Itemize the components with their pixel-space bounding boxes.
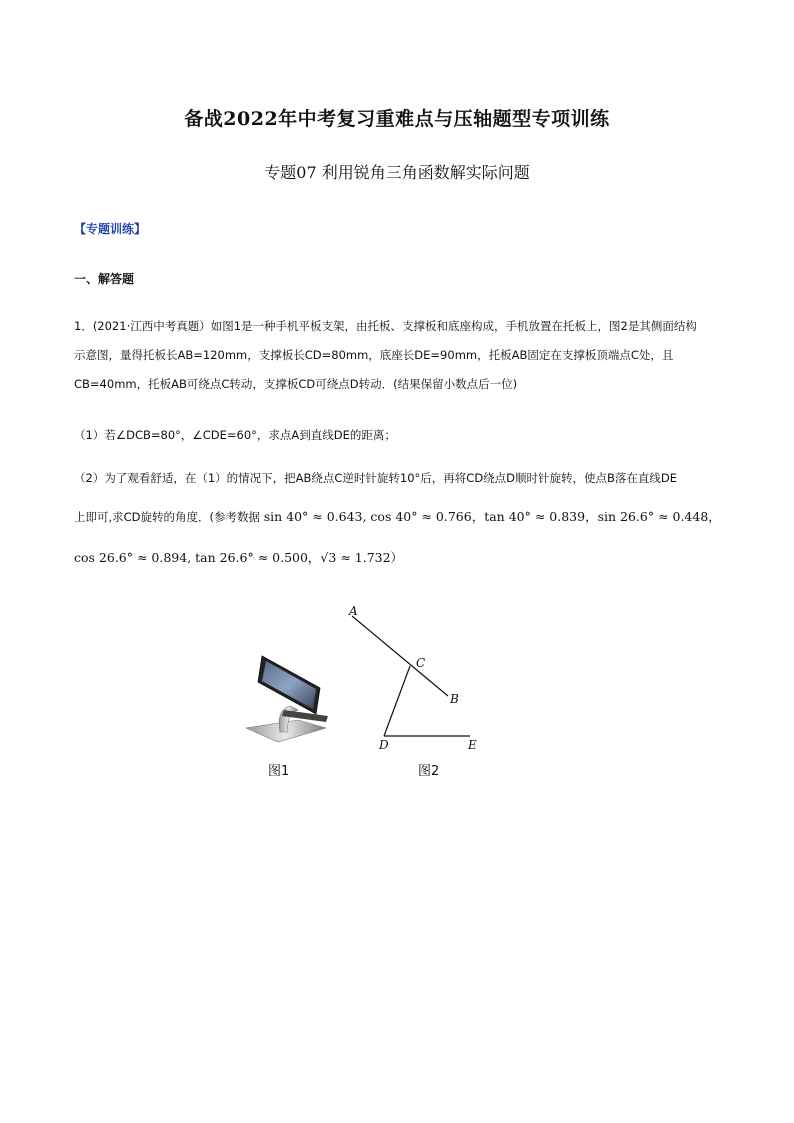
point-e-label: E <box>468 738 477 752</box>
part-heading: 一、解答题 <box>74 272 135 286</box>
question-line-3: CB=40mm，托板AB可绕点C转动，支撑板CD可绕点D转动．(结果保留小数点后一位) <box>74 377 518 391</box>
question-line-1: 1．(2021·江西中考真题）如图1是一种手机平板支架，由托板、支撑板和底座构成，手机放置在托板上，图2是其侧面结构 <box>74 319 697 333</box>
reference-data-math-1: sin 40° ≈ 0.643, cos 40° ≈ 0.766，tan 40° ≈ 0.839，sin 26.6° ≈ 0.448， <box>263 509 721 524</box>
question-part-1: （1）若∠DCB=80°，∠CDE=60°，求点A到直线DE的距离； <box>74 428 396 442</box>
geometry-diagram <box>340 600 500 760</box>
figure-1-caption: 图1 <box>268 764 290 779</box>
question-part-2-line-1: （2）为了观看舒适，在（1）的情况下，把AB绕点C逆时针旋转10°后，再将CD绕点D顺时针旋转，使点B落在直线DE <box>74 471 678 485</box>
section-tag: 【专题训练】 <box>74 222 147 236</box>
point-b-label: B <box>450 692 459 706</box>
document-title: 备战2022年中考复习重难点与压轴题型专项训练 <box>184 108 610 130</box>
figure-area <box>240 600 500 780</box>
part-2-text: 上即可,求CD旋转的角度．(参考数据 <box>74 510 261 524</box>
segment-cd <box>384 666 410 736</box>
document-subtitle: 专题07 利用锐角三角函数解实际问题 <box>264 163 530 182</box>
segment-ab <box>352 616 448 696</box>
phone-stand-image <box>240 650 340 750</box>
question-line-2: 示意图，量得托板长AB=120mm，支撑板长CD=80mm，底座长DE=90mm，托板AB固定在支撑板顶端点C处，且 <box>74 348 674 362</box>
question-part-2-line-2 <box>74 507 721 525</box>
point-c-label: C <box>416 656 426 670</box>
question-part-2-line-3 <box>74 548 403 566</box>
reference-data-math-2: cos 26.6° ≈ 0.894, tan 26.6° ≈ 0.500，√3 ≈ 1.732） <box>74 550 404 565</box>
point-d-label: D <box>379 738 389 752</box>
point-a-label: A <box>349 604 358 618</box>
figure-2-caption: 图2 <box>418 764 440 779</box>
